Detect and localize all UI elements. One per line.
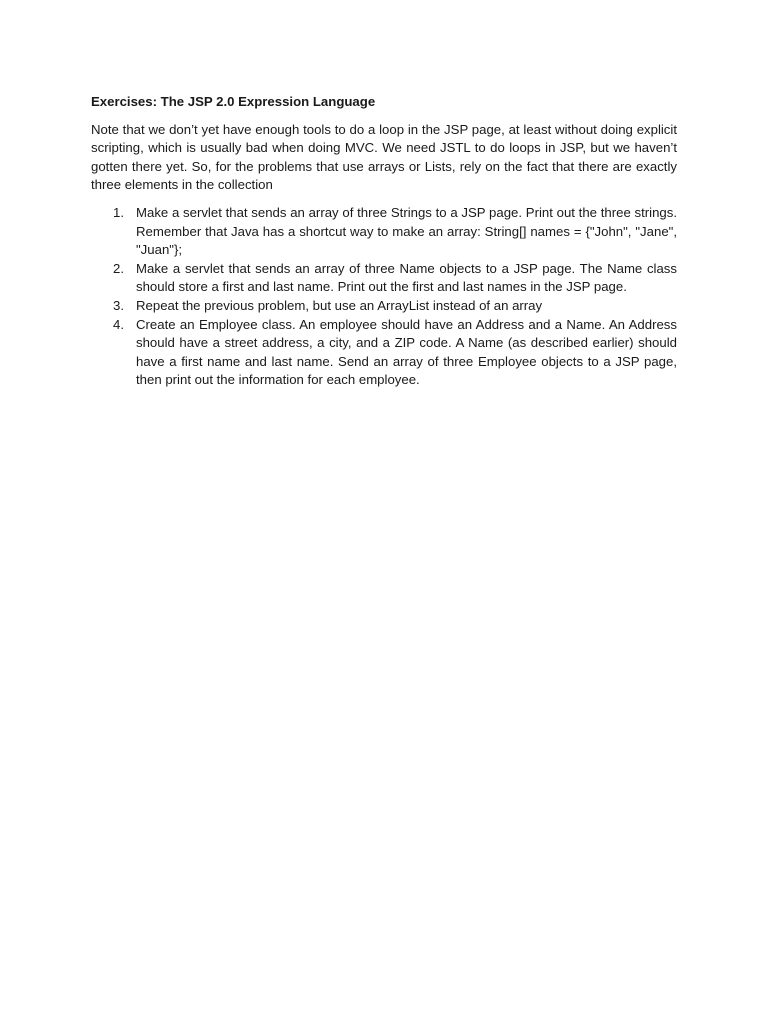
list-item-text: Make a servlet that sends an array of three Name objects to a JSP page. The Name class should store a first and last name. Print out the first and last names in the JSP page. [136,260,677,295]
list-item-number: 1. [113,204,124,220]
list-item-text: Repeat the previous problem, but use an ArrayList instead of an array [136,297,543,313]
list-item [91,260,677,297]
list-item [91,297,677,316]
list-item-number: 3. [113,297,124,313]
intro-paragraph: Note that we don’t yet have enough tools to do a loop in the JSP page, at least without doing explicit scripting, which is usually bad when doing MVC. We need JSTL to do loops in JSP, but we haven’t gotten there yet. So, for the problems that use arrays or Lists, rely on the fact that there are exactly three elements in the collection [91,121,677,193]
list-item-number: 2. [113,260,124,276]
document-title: Exercises: The JSP 2.0 Expression Language [91,94,376,109]
list-item-text: Make a servlet that sends an array of three Strings to a JSP page. Print out the three strings. Remember that Java has a shortcut way to make an array: String[] names = {"John", "Jane", "Juan"}; [136,204,677,258]
list-item [91,204,677,260]
exercise-list [91,204,677,390]
list-item [91,316,677,390]
list-item-number: 4. [113,316,124,332]
list-item-text: Create an Employee class. An employee should have an Address and a Name. An Address should have a street address, a city, and a ZIP code. A Name (as described earlier) should have a first name and last name. Send an array of three Employee objects to a JSP page, then print out the information for each employee. [136,316,677,388]
